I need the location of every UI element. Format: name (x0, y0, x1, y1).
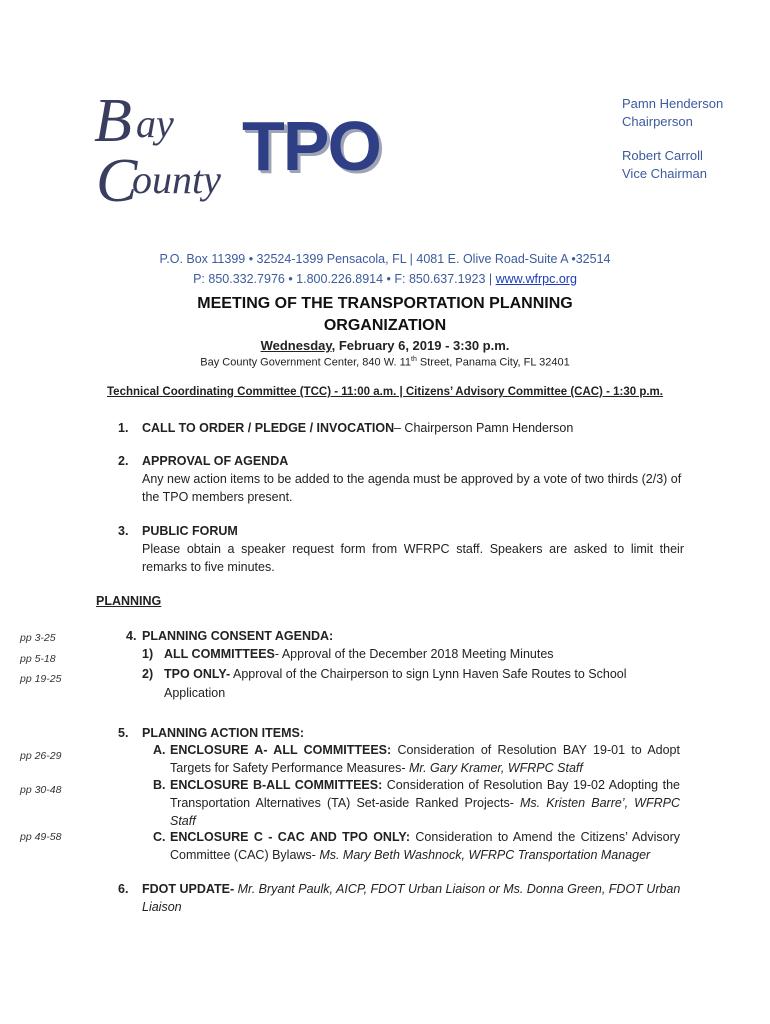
page-ref: pp 3-25 (20, 632, 56, 644)
meeting-title-2: ORGANIZATION (323, 317, 447, 334)
agenda-item-2: 2. APPROVAL OF AGENDA Any new action items to be added to the agenda must be approved by a vote of two thirds (2/3) of the TPO members present. (118, 454, 682, 504)
logo-letter-b: B (94, 87, 132, 155)
logo-text-ounty: ounty (132, 157, 221, 202)
page-ref: pp 49-58 (20, 831, 62, 843)
logo-tpo: TPO (242, 107, 380, 185)
page-ref: pp 19-25 (20, 673, 62, 685)
logo-letter-c: C (96, 147, 138, 215)
agenda-item-1: 1. CALL TO ORDER / PLEDGE / INVOCATION – Chairperson Pamn Henderson (118, 421, 574, 435)
planning-heading: PLANNING (96, 594, 162, 608)
vice-title: Vice Chairman (622, 166, 708, 181)
phone-fax: P: 850.332.7976 • 1.800.226.8914 • F: 850.637.1923 | (193, 272, 496, 286)
logo (92, 88, 382, 218)
logo-text-ay: ay (136, 101, 174, 146)
address-line-1: P.O. Box 11399 • 32524-1399 Pensacola, FL | 4081 E. Olive Road-Suite A •32514 (159, 252, 611, 266)
meeting-date (0, 338, 770, 353)
meeting-location: Bay County Government Center, 840 W. 11th Street, Panama City, FL 32401 (200, 356, 570, 369)
vice-name: Robert Carroll (622, 148, 703, 163)
officers (622, 95, 762, 183)
meeting-date-time: , February 6, 2019 - 3:30 p.m. (331, 338, 510, 353)
agenda-item-6: 6. FDOT UPDATE- Mr. Bryant Paulk, AICP, FDOT Urban Liaison or Ms. Donna Green, FDOT Urban Liaison (118, 882, 681, 914)
website-link[interactable]: www.wfrpc.org (495, 272, 577, 286)
address-line-2 (0, 272, 770, 286)
agenda-item-4: 4. PLANNING CONSENT AGENDA: 1) ALL COMMITTEES- Approval of the December 2018 Meeting Minutes 2) TPO ONLY- Approval of the Chairperson to sign Lynn Haven Safe Routes to School Application (126, 629, 627, 700)
page-ref: pp 30-48 (20, 784, 62, 796)
page-ref: pp 5-18 (20, 653, 56, 665)
chair-name: Pamn Henderson (622, 96, 724, 111)
page-ref: pp 26-29 (20, 750, 62, 762)
meeting-title-1: MEETING OF THE TRANSPORTATION PLANNING (197, 295, 573, 312)
agenda-item-5: 5. PLANNING ACTION ITEMS: A. ENCLOSURE A- ALL COMMITTEES: Consideration of Resolution BAY 19-01 to Adopt Targets for Safety Performance Measures- Mr. Gary Kramer, WFRPC Staff B. ENCLOSURE B-ALL COMMITTEES: Consideration of Resolution Bay 19-02 Adopting the Transportation Alternatives (TA) Set-aside Ranked Projects- Ms. Kristen Barre’, WFRPC Staff C. ENCLOSURE C - CAC AND TPO ONLY: Consideration to Amend the Citizens’ Advisory Committee (CAC) Bylaws- Ms. Mary Beth Washnock, WFRPC Transportation Manager (118, 726, 680, 862)
chair-title: Chairperson (622, 114, 693, 129)
committee-times: Technical Coordinating Committee (TCC) - 11:00 a.m. | Citizens’ Advisory Committee (CAC) - 1:30 p.m. (107, 386, 663, 398)
meeting-day: Wednesday (260, 338, 332, 353)
agenda-item-3: 3. PUBLIC FORUM Please obtain a speaker request form from WFRPC staff. Speakers are asked to limit their remarks to five minutes. (118, 524, 684, 574)
